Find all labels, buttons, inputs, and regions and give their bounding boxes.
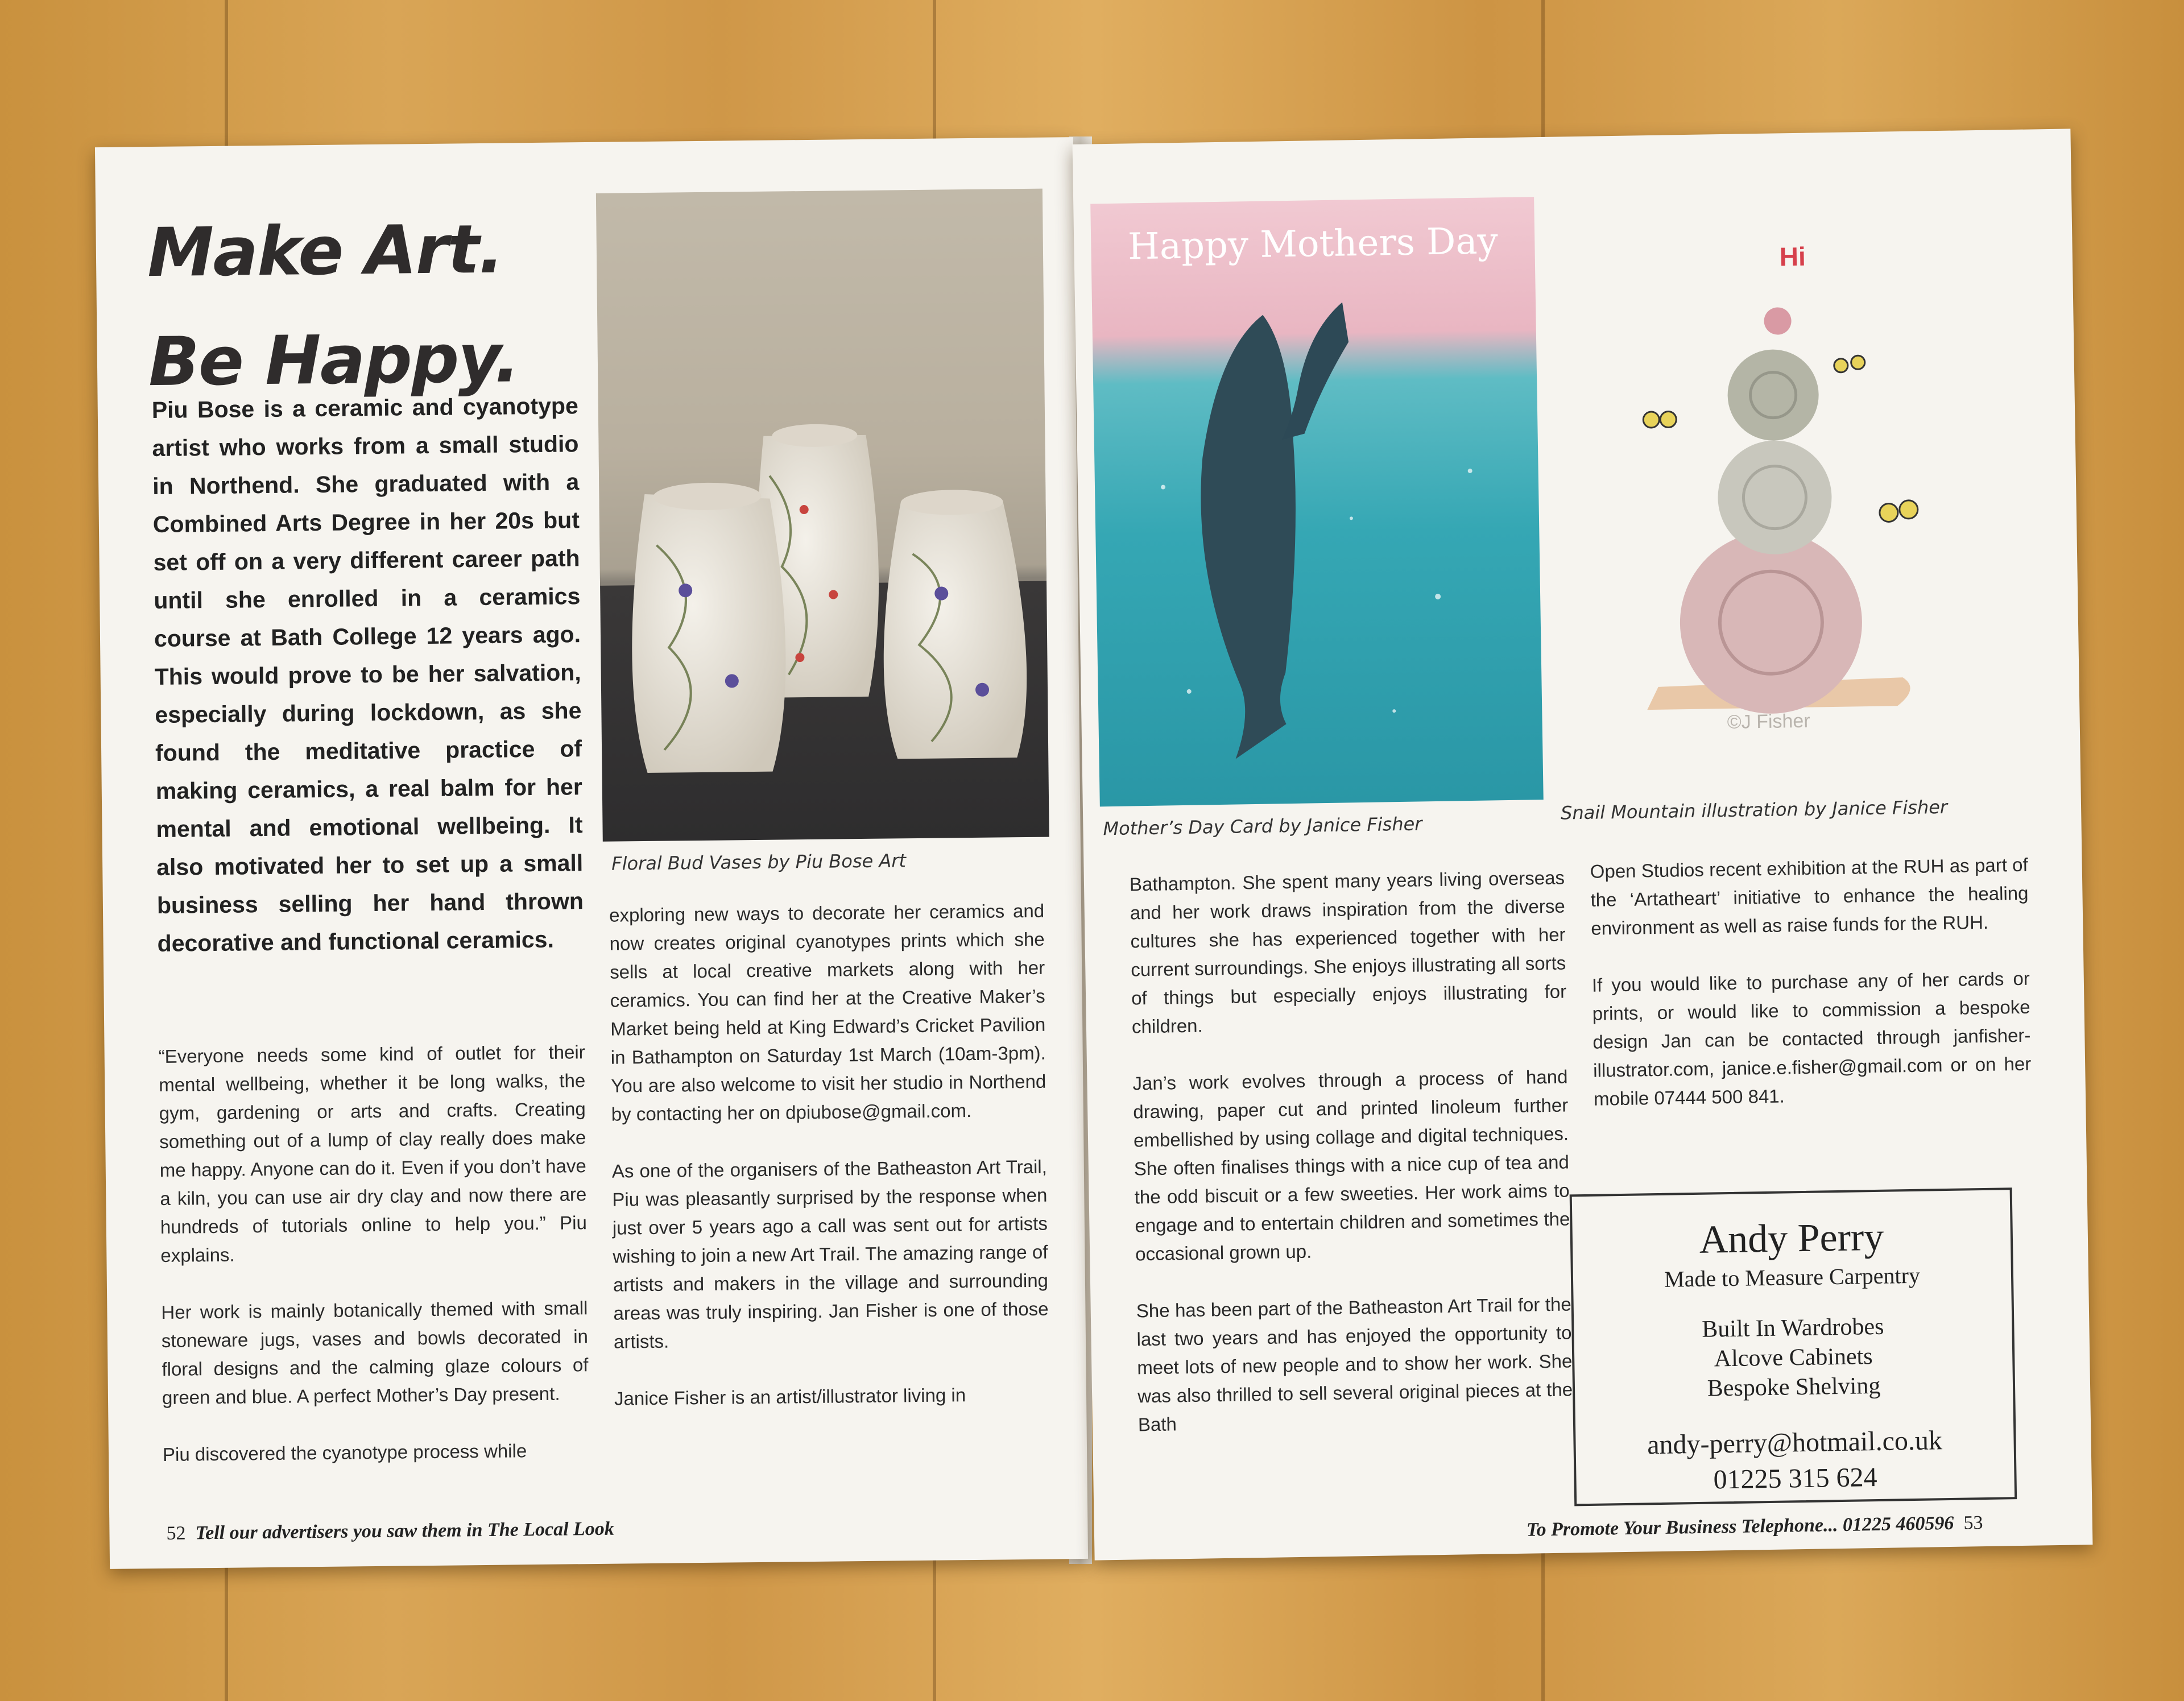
vase-right bbox=[882, 502, 1028, 759]
paragraph: Piu discovered the cyanotype process while bbox=[162, 1440, 527, 1465]
page-footer bbox=[166, 1518, 614, 1545]
snail-shell-middle bbox=[1717, 440, 1833, 555]
vases-photo bbox=[596, 189, 1049, 842]
paragraph: She has been part of the Batheaston Art Trail for the last two years and has enjoyed the opportunity to meet lots of new people and to show her work. She was also thrilled to sell several original pieces at the Bath bbox=[1136, 1293, 1573, 1435]
paragraph: “Everyone needs some kind of outlet for their mental wellbeing, whether it be long walks, the gym, gardening or arts and crafts. Creating something out of a lump of clay really does make me happy. Anyone can do it. Even if you don’t have a kiln, you can use air dry clay and now there are hundreds of tutorials online to help you.” Piu explains. bbox=[158, 1041, 587, 1266]
ad-service-item: Alcove Cabinets bbox=[1714, 1343, 1873, 1372]
carpentry-advert bbox=[1570, 1187, 2017, 1506]
article-column-2 bbox=[609, 897, 1050, 1442]
paragraph: Jan’s work evolves through a process of hand drawing, paper cut and printed linoleum further embellished by using collage and digital techniques. She often finalises things with a nice cup of tea and the odd biscuit or a few sweeties. Her work aims to engage and to entertain children and sometimes the occasional grown up. bbox=[1132, 1066, 1570, 1265]
card-caption: Mother’s Day Card by Janice Fisher bbox=[1103, 813, 1422, 840]
paragraph: As one of the organisers of the Batheaston Art Trail, Piu was pleasantly surprised by the response when just over 5 years ago a call was sent out for artists wishing to join a new Art Trail. The amazing range of artists and makers in the village and surrounding areas was truly inspiring. Jan Fisher is one of those artists. bbox=[611, 1156, 1049, 1352]
snail-hi-text: Hi bbox=[1779, 241, 1806, 272]
page-footer bbox=[1527, 1512, 1983, 1541]
ad-service-item: Built In Wardrobes bbox=[1701, 1313, 1884, 1343]
ad-subtitle: Made to Measure Carpentry bbox=[1664, 1262, 1921, 1292]
snail-caption: Snail Mountain illustration by Janice Fisher bbox=[1560, 796, 1948, 824]
ad-email: andy-perry@hotmail.co.uk bbox=[1647, 1425, 1943, 1460]
paragraph: Open Studios recent exhibition at the RUH as part of the ‘Artatheart’ initiative to enhance the healing environment as well as raise funds for the RUH. bbox=[1590, 854, 2029, 939]
paragraph: Janice Fisher is an artist/illustrator living in bbox=[614, 1384, 966, 1409]
vase-left bbox=[630, 492, 787, 773]
vases-illustration bbox=[596, 189, 1049, 842]
ad-services bbox=[1574, 1310, 2013, 1405]
snail-shell-top bbox=[1727, 349, 1819, 441]
footer-text: Tell our advertisers you saw them in The Local Look bbox=[195, 1518, 615, 1544]
lead-paragraph: Piu Bose is a ceramic and cyanotype artist who works from a small studio in Northend. She graduated with a Combined Arts Degree in her 20s but set off on a very different career path until she enrolled in a ceramics course at Bath College 12 years ago. This would prove to be her salvation, especially during lockdown, as she found the meditative practice of making ceramics, a real balm for her mental and emotional wellbeing. It also motivated her to set up a small business selling her hand thrown decorative and functional ceramics. bbox=[151, 392, 584, 957]
mother-whale bbox=[1198, 314, 1300, 760]
snail-stack bbox=[1548, 187, 2013, 796]
mothers-day-card bbox=[1090, 197, 1544, 806]
whale-illustration bbox=[1090, 197, 1544, 806]
left-page bbox=[95, 137, 1088, 1569]
right-page bbox=[1073, 129, 2093, 1560]
headline-line-1: Make Art. bbox=[147, 209, 503, 292]
ad-business-name: Andy Perry bbox=[1698, 1215, 1884, 1262]
snail-credit: ©J Fisher bbox=[1727, 710, 1810, 733]
card-title: Happy Mothers Day bbox=[1127, 220, 1499, 268]
paragraph: Bathampton. She spent many years living overseas and her work draws inspiration from the diverse cultures she has experienced together with her current surroundings. She enjoys illustrating all sorts of things but especially enjoys illustrating for children. bbox=[1129, 867, 1567, 1037]
headline bbox=[147, 194, 519, 416]
ad-phone: 01225 315 624 bbox=[1713, 1462, 1877, 1495]
article-column-3 bbox=[1130, 864, 1574, 1468]
paragraph: exploring new ways to decorate her ceramics and now creates original cyanotypes prints which she sells at local creative markets along with her ceramics. You can find her at the Creative Maker’s Market being held at King Edward’s Cricket Pavilion in Bathampton on Saturday 1st March (10am-3pm). You are also welcome to visit her studio in Northend by contacting her on dpiubose@gmail.com. bbox=[609, 900, 1046, 1125]
article-column-1 bbox=[158, 1038, 589, 1497]
bird bbox=[1764, 307, 1792, 335]
footer-text: To Promote Your Business Telephone... 01225 460596 bbox=[1526, 1512, 1954, 1541]
ad-service-item: Bespoke Shelving bbox=[1707, 1372, 1881, 1402]
headline-line-2: Be Happy. bbox=[148, 318, 519, 402]
baby-whale bbox=[1280, 302, 1350, 440]
paragraph: Her work is mainly botanically themed with small stoneware jugs, vases and bowls decorated in floral designs and the calming glaze colours of green and blue. A perfect Mother’s Day present. bbox=[161, 1297, 589, 1408]
paragraph: If you would like to purchase any of her cards or prints, or would like to commission a bespoke design Jan can be contacted through janfisher-illustrator.com, janice.e.fisher@gmail.com or on her mobile 07444 500 841. bbox=[1591, 967, 2032, 1110]
photo-caption: Floral Bud Vases by Piu Bose Art bbox=[611, 850, 907, 875]
page-number: 53 bbox=[1963, 1512, 1983, 1534]
snail-mountain-illustration bbox=[1548, 187, 2013, 796]
page-number: 52 bbox=[166, 1522, 186, 1544]
article-column-4 bbox=[1590, 851, 2032, 1142]
